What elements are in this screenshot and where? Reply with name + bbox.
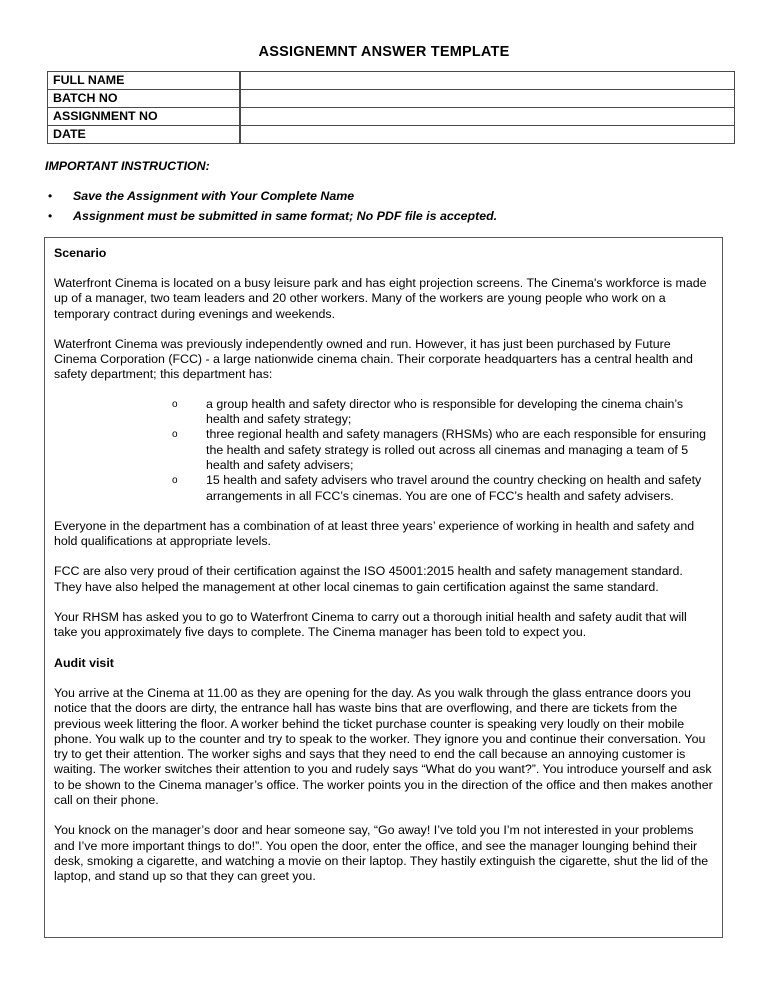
circle-bullet-icon: o (172, 429, 178, 441)
row-label-assignment-no: ASSIGNMENT NO (48, 108, 241, 126)
page-title: ASSIGNEMNT ANSWER TEMPLATE (258, 44, 510, 60)
row-value-batch-no[interactable] (240, 90, 735, 108)
bullet-icon: • (48, 209, 53, 223)
table-row (48, 90, 735, 108)
row-value-assignment-no[interactable] (240, 108, 735, 126)
scenario-paragraph-2: Waterfront Cinema was previously independently owned and run. However, it has just been purchased by Future Cinema Corporation (FCC) - a large nationwide cinema chain. Their corporate headquarters has a central health and safety department; this department has: (54, 336, 693, 382)
student-info-table (47, 71, 735, 144)
scenario-paragraph-6: You arrive at the Cinema at 11.00 as they are opening for the day. As you walk through the glass entrance doors you notice that the doors are dirty, the entrance hall has waste bins that are overflowing, and there are tickets from the previous week littering the floor. A worker behind the ticket purchase counter is speaking very loudly on their mobile phone. You walk up to the counter and try to speak to the worker. They ignore you and continue their conversation. You try to get their attention. The worker sighs and says that they need to end the call because an annoying customer is waiting. The worker switches their attention to you and rudely says “What do you want?”. You introduce yourself and ask to be shown to the Cinema manager’s office. The worker points you in the direction of the office and then makes another call on their phone. (54, 685, 713, 808)
row-value-full-name[interactable] (240, 72, 735, 90)
list-item (54, 473, 713, 504)
table-row (48, 126, 735, 144)
scenario-paragraph-7: You knock on the manager’s door and hear someone say, “Go away! I’ve told you I’m not interested in your problems and I’ve more important things to do!”. You open the door, enter the office, and see the manager lounging behind their desk, smoking a cigarette, and watching a movie on their laptop. They hastily extinguish the cigarette, shut the lid of the laptop, and stand up so that they can greet you. (54, 823, 709, 884)
scenario-paragraph-4: FCC are also very proud of their certification against the ISO 45001:2015 health and safety management standard. They have also helped the management at other local cinemas to gain certification against the same standard. (54, 564, 683, 594)
list-item (45, 186, 705, 206)
audit-visit-heading: Audit visit (54, 655, 114, 670)
instruction-item-label: Assignment must be submitted in same format; No PDF file is accepted. (73, 209, 498, 223)
table-row (48, 72, 735, 90)
important-instruction-heading: IMPORTANT INSTRUCTION: (45, 159, 210, 173)
scenario-paragraph-1: Waterfront Cinema is located on a busy leisure park and has eight projection screens. The Cinema's workforce is made up of a manager, two team leaders and 20 other workers. Many of the workers are young people who work on a temporary contract during evenings and weekends. (54, 276, 707, 321)
table-row (48, 108, 735, 126)
scenario-heading: Scenario (54, 246, 107, 260)
row-label-date: DATE (48, 126, 241, 144)
scenario-box (44, 237, 723, 938)
role-item-label: three regional health and safety managers (RHSMs) who are each responsible for ensuring the health and safety strategy is rolled out across all cinemas and managing a team of 5 health and safety advisers; (206, 427, 707, 472)
circle-bullet-icon: o (172, 398, 178, 410)
row-label-full-name: FULL NAME (48, 72, 241, 90)
list-item (54, 427, 713, 473)
instruction-item-label: Save the Assignment with Your Complete Name (73, 189, 355, 203)
department-roles-list (54, 397, 713, 504)
role-item-label: a group health and safety director who is responsible for developing the cinema chain’s health and safety strategy; (206, 396, 684, 427)
list-item (54, 397, 713, 428)
instruction-list (45, 186, 705, 226)
row-label-batch-no: BATCH NO (48, 90, 241, 108)
bullet-icon: • (48, 189, 53, 203)
list-item (45, 206, 705, 226)
row-value-date[interactable] (240, 126, 735, 144)
circle-bullet-icon: o (172, 475, 178, 487)
role-item-label: 15 health and safety advisers who travel around the country checking on health and safety arrangements in all FCC’s cinemas. You are one of FCC’s health and safety advisers. (206, 473, 702, 503)
scenario-paragraph-3: Everyone in the department has a combination of at least three years’ experience of working in health and safety and hold qualifications at appropriate levels. (54, 518, 695, 549)
scenario-paragraph-5: Your RHSM has asked you to go to Waterfront Cinema to carry out a thorough initial health and safety audit that will take you approximately five days to complete. The Cinema manager has been told to expect you. (54, 610, 687, 640)
